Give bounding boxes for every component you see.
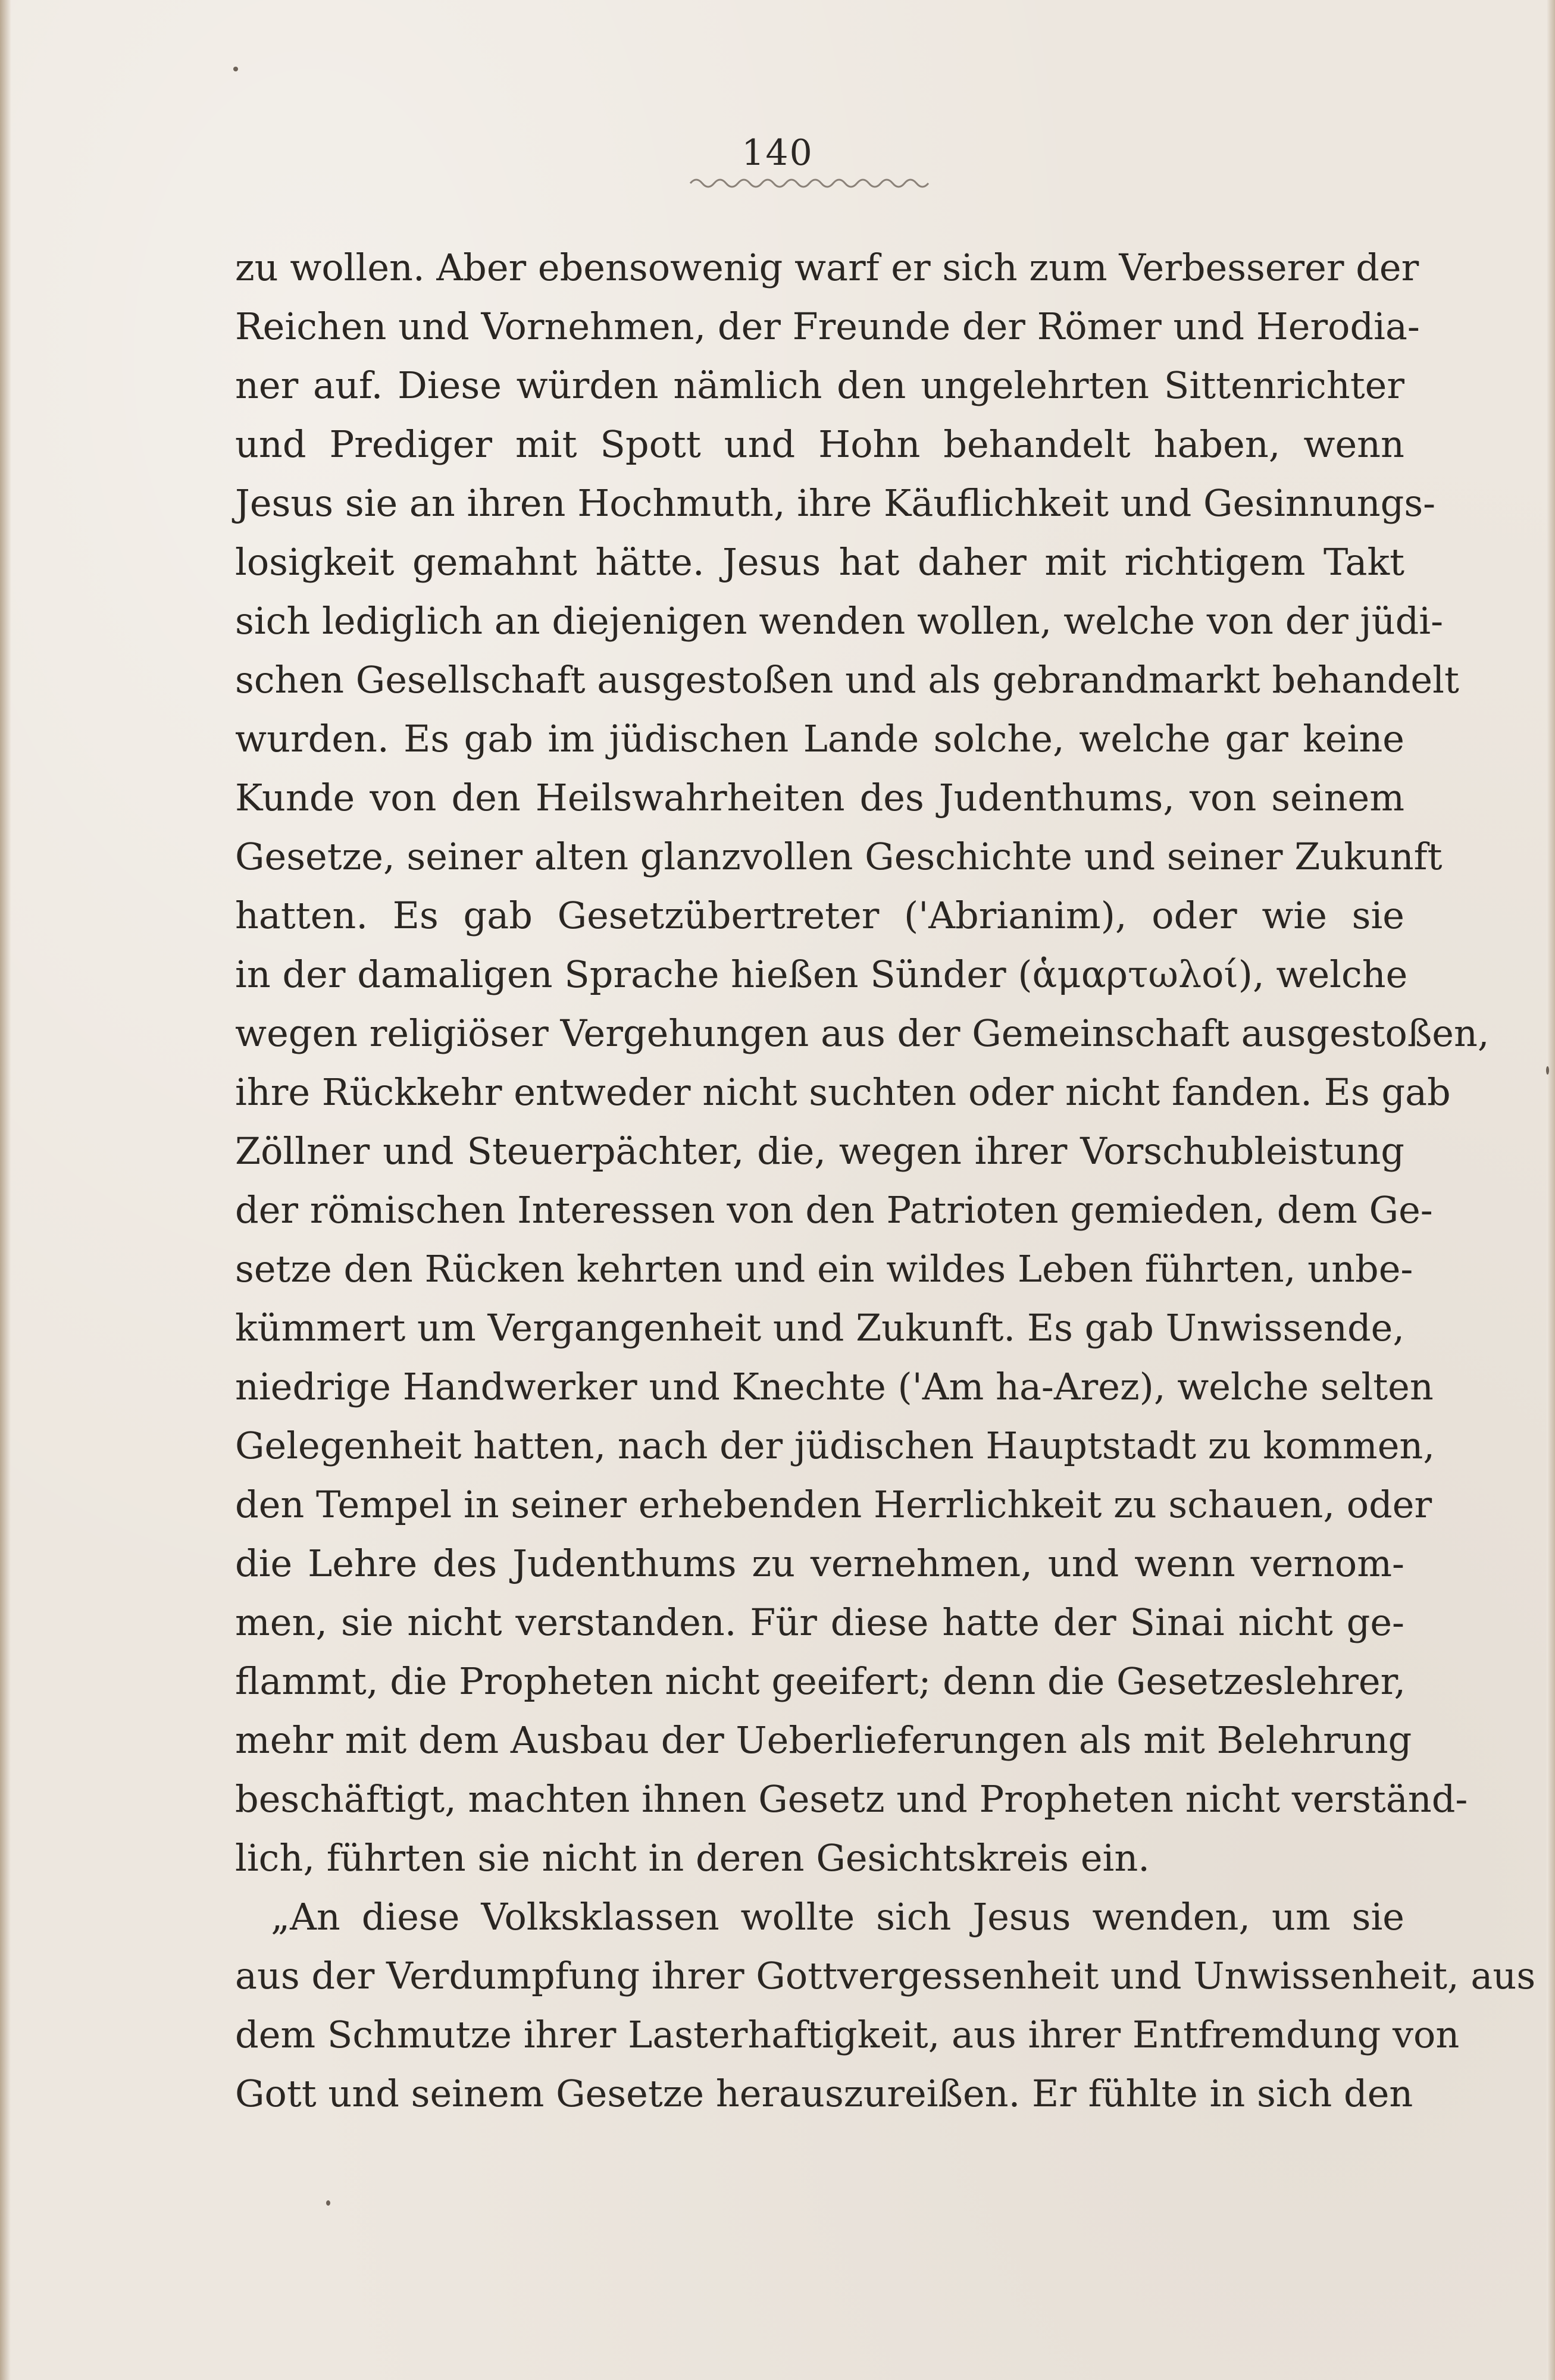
text-line: dem Schmutze ihrer Lasterhaftigkeit, aus ihrer Entfremdung von (235, 2013, 1460, 2056)
text-line: setze den Rücken kehrten und ein wildes Leben führten, unbe- (235, 1247, 1413, 1291)
text-line: wegen religiöser Vergehungen aus der Gemeinschaft ausgestoßen, (235, 1012, 1490, 1055)
text-line: Gott und seinem Gesetze herauszureißen. Er fühlte in sich den (235, 2072, 1413, 2115)
text-line: die Lehre des Judenthums zu vernehmen, und wenn vernom- (235, 1542, 1404, 1585)
text-line: hatten. Es gab Gesetzübertreter ('Abrianim), oder wie sie (235, 894, 1404, 937)
paper-speck (233, 67, 238, 71)
paper-speck (326, 2200, 330, 2206)
page-number: 140 (741, 132, 814, 174)
text-line: Jesus sie an ihren Hochmuth, ihre Käuflichkeit und Gesinnungs- (235, 481, 1436, 525)
page-right-edge-shadow (1547, 0, 1555, 2380)
text-line: ner auf. Diese würden nämlich den ungelehrten Sittenrichter (235, 364, 1404, 407)
text-line: und Prediger mit Spott und Hohn behandelt haben, wenn (235, 422, 1404, 466)
text-line: beschäftigt, machten ihnen Gesetz und Propheten nicht verständ- (235, 1777, 1468, 1821)
text-line: mehr mit dem Ausbau der Ueberlieferungen als mit Belehrung (235, 1718, 1412, 1762)
text-line: „An diese Volksklassen wollte sich Jesus wenden, um sie (271, 1895, 1404, 1939)
text-line: ihre Rückkehr entweder nicht suchten oder nicht fanden. Es gab (235, 1070, 1451, 1114)
text-line: in der damaligen Sprache hießen Sünder (ἁμαρτωλοί), welche (235, 953, 1408, 996)
text-line: flammt, die Propheten nicht geeifert; denn die Gesetzeslehrer, (235, 1659, 1406, 1703)
text-line: aus der Verdumpfung ihrer Gottvergessenheit und Unwissenheit, aus (235, 1954, 1536, 1997)
text-line: Gelegenheit hatten, nach der jüdischen Hauptstadt zu kommen, (235, 1424, 1435, 1467)
text-line: niedrige Handwerker und Knechte ('Am ha-Arez), welche selten (235, 1365, 1434, 1408)
page-left-edge-shadow (0, 0, 11, 2380)
text-line: schen Gesellschaft ausgestoßen und als gebrandmarkt behandelt (235, 658, 1459, 702)
text-line: den Tempel in seiner erhebenden Herrlichkeit zu schauen, oder (235, 1483, 1432, 1526)
ornamental-rule (687, 171, 937, 195)
text-line: wurden. Es gab im jüdischen Lande solche, welche gar keine (235, 717, 1404, 760)
text-line: Kunde von den Heilswahrheiten des Judenthums, von seinem (235, 776, 1404, 819)
paper-speck (1546, 1066, 1549, 1075)
body-text (235, 238, 1536, 2123)
text-line: Gesetze, seiner alten glanzvollen Geschichte und seiner Zukunft (235, 835, 1443, 878)
text-line: Reichen und Vornehmen, der Freunde der Römer und Herodia- (235, 305, 1420, 348)
text-line: men, sie nicht verstanden. Für diese hatte der Sinai nicht ge- (235, 1601, 1404, 1644)
text-line: sich lediglich an diejenigen wenden wollen, welche von der jüdi- (235, 599, 1444, 643)
text-line: kümmert um Vergangenheit und Zukunft. Es gab Unwissende, (235, 1306, 1405, 1349)
text-line: Zöllner und Steuerpächter, die, wegen ihrer Vorschubleistung (235, 1129, 1404, 1173)
text-line: lich, führten sie nicht in deren Gesichtskreis ein. (235, 1836, 1150, 1880)
text-line: losigkeit gemahnt hätte. Jesus hat daher mit richtigem Takt (235, 540, 1404, 584)
text-line: zu wollen. Aber ebensowenig warf er sich zum Verbesserer der (235, 246, 1419, 289)
text-line: der römischen Interessen von den Patrioten gemieden, dem Ge- (235, 1188, 1433, 1232)
